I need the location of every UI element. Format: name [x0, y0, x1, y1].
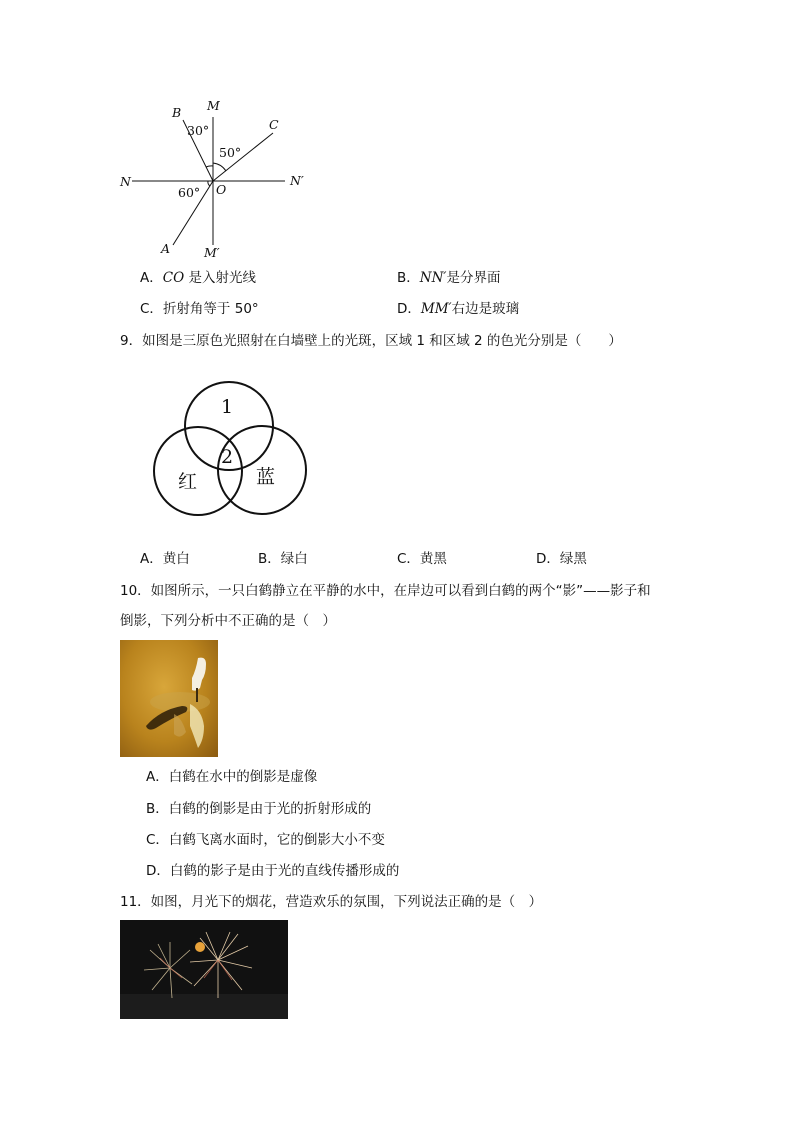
label-50: 50°	[219, 145, 242, 160]
option-text: 是分界面	[446, 270, 501, 286]
label-c: C	[269, 117, 279, 132]
option-italic: NN′	[419, 270, 447, 286]
q11-stem: 11．如图，月光下的烟花，营造欢乐的氛围，下列说法正确的是（ ）	[120, 894, 543, 910]
option-text: 是入射光线	[184, 270, 256, 286]
label-b: B	[172, 105, 182, 120]
q9-option-b: B．绿白	[258, 551, 308, 567]
q9-stem: 9．如图是三原色光照射在白墙壁上的光斑，区域 1 和区域 2 的色光分别是（ ）	[120, 333, 622, 349]
option-letter: C．	[140, 301, 163, 317]
q9-option-d: D．绿黑	[536, 551, 587, 567]
label-o: O	[216, 182, 227, 197]
angle-arc-60	[208, 181, 210, 186]
q8-option-b	[397, 269, 500, 287]
label-m-prime: M′	[204, 245, 220, 260]
option-text: 折射角等于 50°	[162, 301, 259, 317]
option-letter: B．	[397, 270, 420, 286]
label-60: 60°	[178, 185, 201, 200]
q8-option-d	[397, 300, 519, 318]
red-label: 红	[178, 471, 198, 493]
angle-arc-30	[206, 166, 213, 167]
egret-photo	[120, 640, 218, 757]
q10-option-a: A．白鹤在水中的倒影是虚像	[146, 769, 318, 785]
fireworks-illustration	[120, 920, 288, 1019]
label-a: A	[161, 241, 171, 256]
option-letter: A．	[140, 270, 163, 286]
q10-stem-line1: 10．如图所示，一只白鹤静立在平静的水中，在岸边可以看到白鹤的两个“影”——影子和	[120, 583, 651, 599]
region-1-label: 1	[221, 396, 234, 418]
q9-option-c: C．黄黑	[397, 551, 447, 567]
label-n: N	[120, 174, 131, 189]
q10-option-d: D．白鹤的影子是由于光的直线传播形成的	[146, 863, 400, 879]
region-2-label: 2	[221, 446, 234, 468]
fireworks-photo	[120, 920, 288, 1019]
color-circles-diagram	[150, 380, 315, 520]
angle-arc-50	[213, 163, 226, 171]
label-30: 30°	[187, 123, 210, 138]
q10-stem-line2: 倒影，下列分析中不正确的是（ ）	[120, 613, 336, 629]
q10-option-c: C．白鹤飞离水面时，它的倒影大小不变	[146, 832, 385, 848]
moon-icon	[195, 942, 205, 952]
option-text: 右边是玻璃	[451, 301, 520, 317]
label-m: M	[207, 98, 220, 113]
egret-illustration	[120, 640, 218, 757]
option-italic: CO	[162, 270, 185, 286]
blue-label: 蓝	[256, 466, 276, 488]
q10-option-b: B．白鹤的倒影是由于光的折射形成的	[146, 801, 372, 817]
option-italic: MM′	[420, 301, 452, 317]
ray-diagram	[110, 95, 330, 265]
option-letter: D．	[397, 301, 421, 317]
label-n-prime: N′	[290, 173, 304, 188]
q9-option-a: A．黄白	[140, 551, 190, 567]
q8-option-c	[140, 300, 259, 318]
q8-option-a	[140, 269, 256, 287]
